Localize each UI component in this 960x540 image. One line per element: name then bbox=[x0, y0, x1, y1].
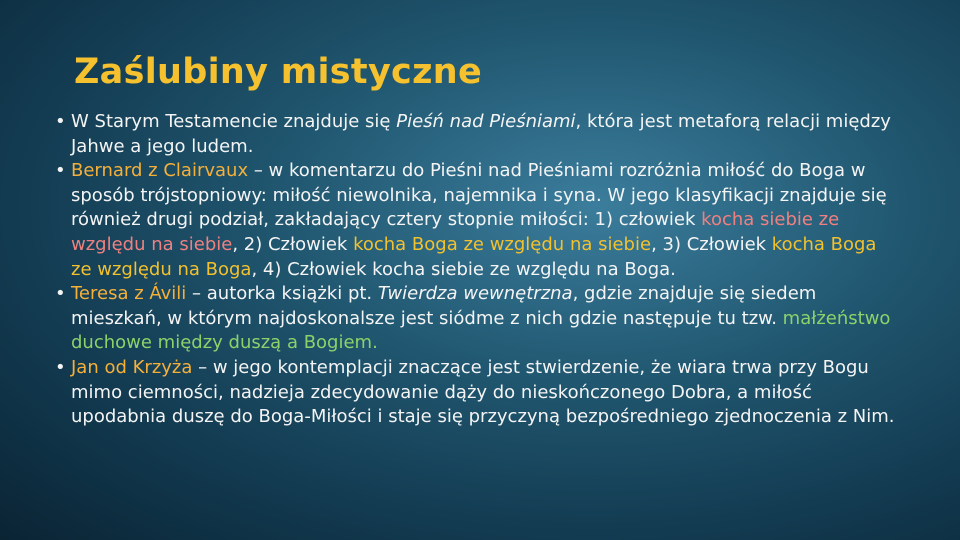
book-title-italic: Pieśń nad Pieśniami bbox=[396, 111, 576, 132]
spiritual-marriage-highlight: małżeństwo duchowe między duszą a Bogiem. bbox=[71, 307, 891, 354]
bullet-bernard bbox=[52, 159, 902, 282]
bullet-teresa bbox=[52, 282, 902, 356]
bullet-text: – autorka książki pt. bbox=[186, 283, 378, 305]
bullet-text: , 3) Człowiek bbox=[651, 233, 772, 255]
love-degree-1: kocha siebie ze względu na siebie bbox=[71, 209, 840, 255]
bullet-text: , 2) Człowiek bbox=[232, 233, 354, 255]
love-degree-3: kocha Boga ze względu na Boga bbox=[71, 233, 877, 280]
love-degree-2: kocha Boga ze względu na siebie bbox=[353, 233, 652, 255]
person-name: Teresa z Ávili bbox=[71, 283, 187, 305]
bullet-text: – w komentarzu do Pieśni nad Pieśniami rozróżnia miłość do Boga w sposób trójstopniowy: miłość niewolnika, najemnika i syna. W jego klasyfikacji znajduje się również drugi podział, zakładający cztery stopnie miłości: 1) człowiek bbox=[71, 160, 887, 231]
book-title-italic: Twierdza wewnętrzna bbox=[377, 283, 573, 305]
bullet-list bbox=[52, 110, 902, 430]
bullet-dot-icon: • bbox=[55, 356, 66, 378]
slide-title: Zaślubiny mistyczne bbox=[74, 52, 483, 92]
bullet-old-testament bbox=[52, 110, 902, 159]
bullet-text: , gdzie znajduje się siedem mieszkań, w którym najdoskonalsze jest siódme z nich gdzie następuje tu tzw. bbox=[71, 283, 817, 329]
person-name: Jan od Krzyża bbox=[71, 356, 193, 378]
person-name: Bernard z Clairvaux bbox=[71, 160, 249, 182]
bullet-dot-icon: • bbox=[55, 160, 66, 182]
bullet-dot-icon: • bbox=[55, 283, 66, 305]
bullet-text: , 4) Człowiek kocha siebie ze względu na Boga. bbox=[251, 258, 676, 280]
bullet-jan bbox=[52, 356, 902, 430]
bullet-dot-icon: • bbox=[55, 111, 66, 132]
bullet-text: , która jest metaforą relacji między Jahwe a jego ludem. bbox=[71, 111, 891, 157]
bullet-text: W Starym Testamencie znajduje się bbox=[71, 111, 397, 132]
bullet-text: – w jego kontemplacji znaczące jest stwierdzenie, że wiara trwa przy Bogu mimo ciemności, nadzieja zdecydowanie dąży do nieskończonego Dobra, a miłość upodabnia duszę do Boga-Miłości i staje się przyczyną bezpośredniego zjednoczenia z Nim. bbox=[71, 356, 895, 428]
